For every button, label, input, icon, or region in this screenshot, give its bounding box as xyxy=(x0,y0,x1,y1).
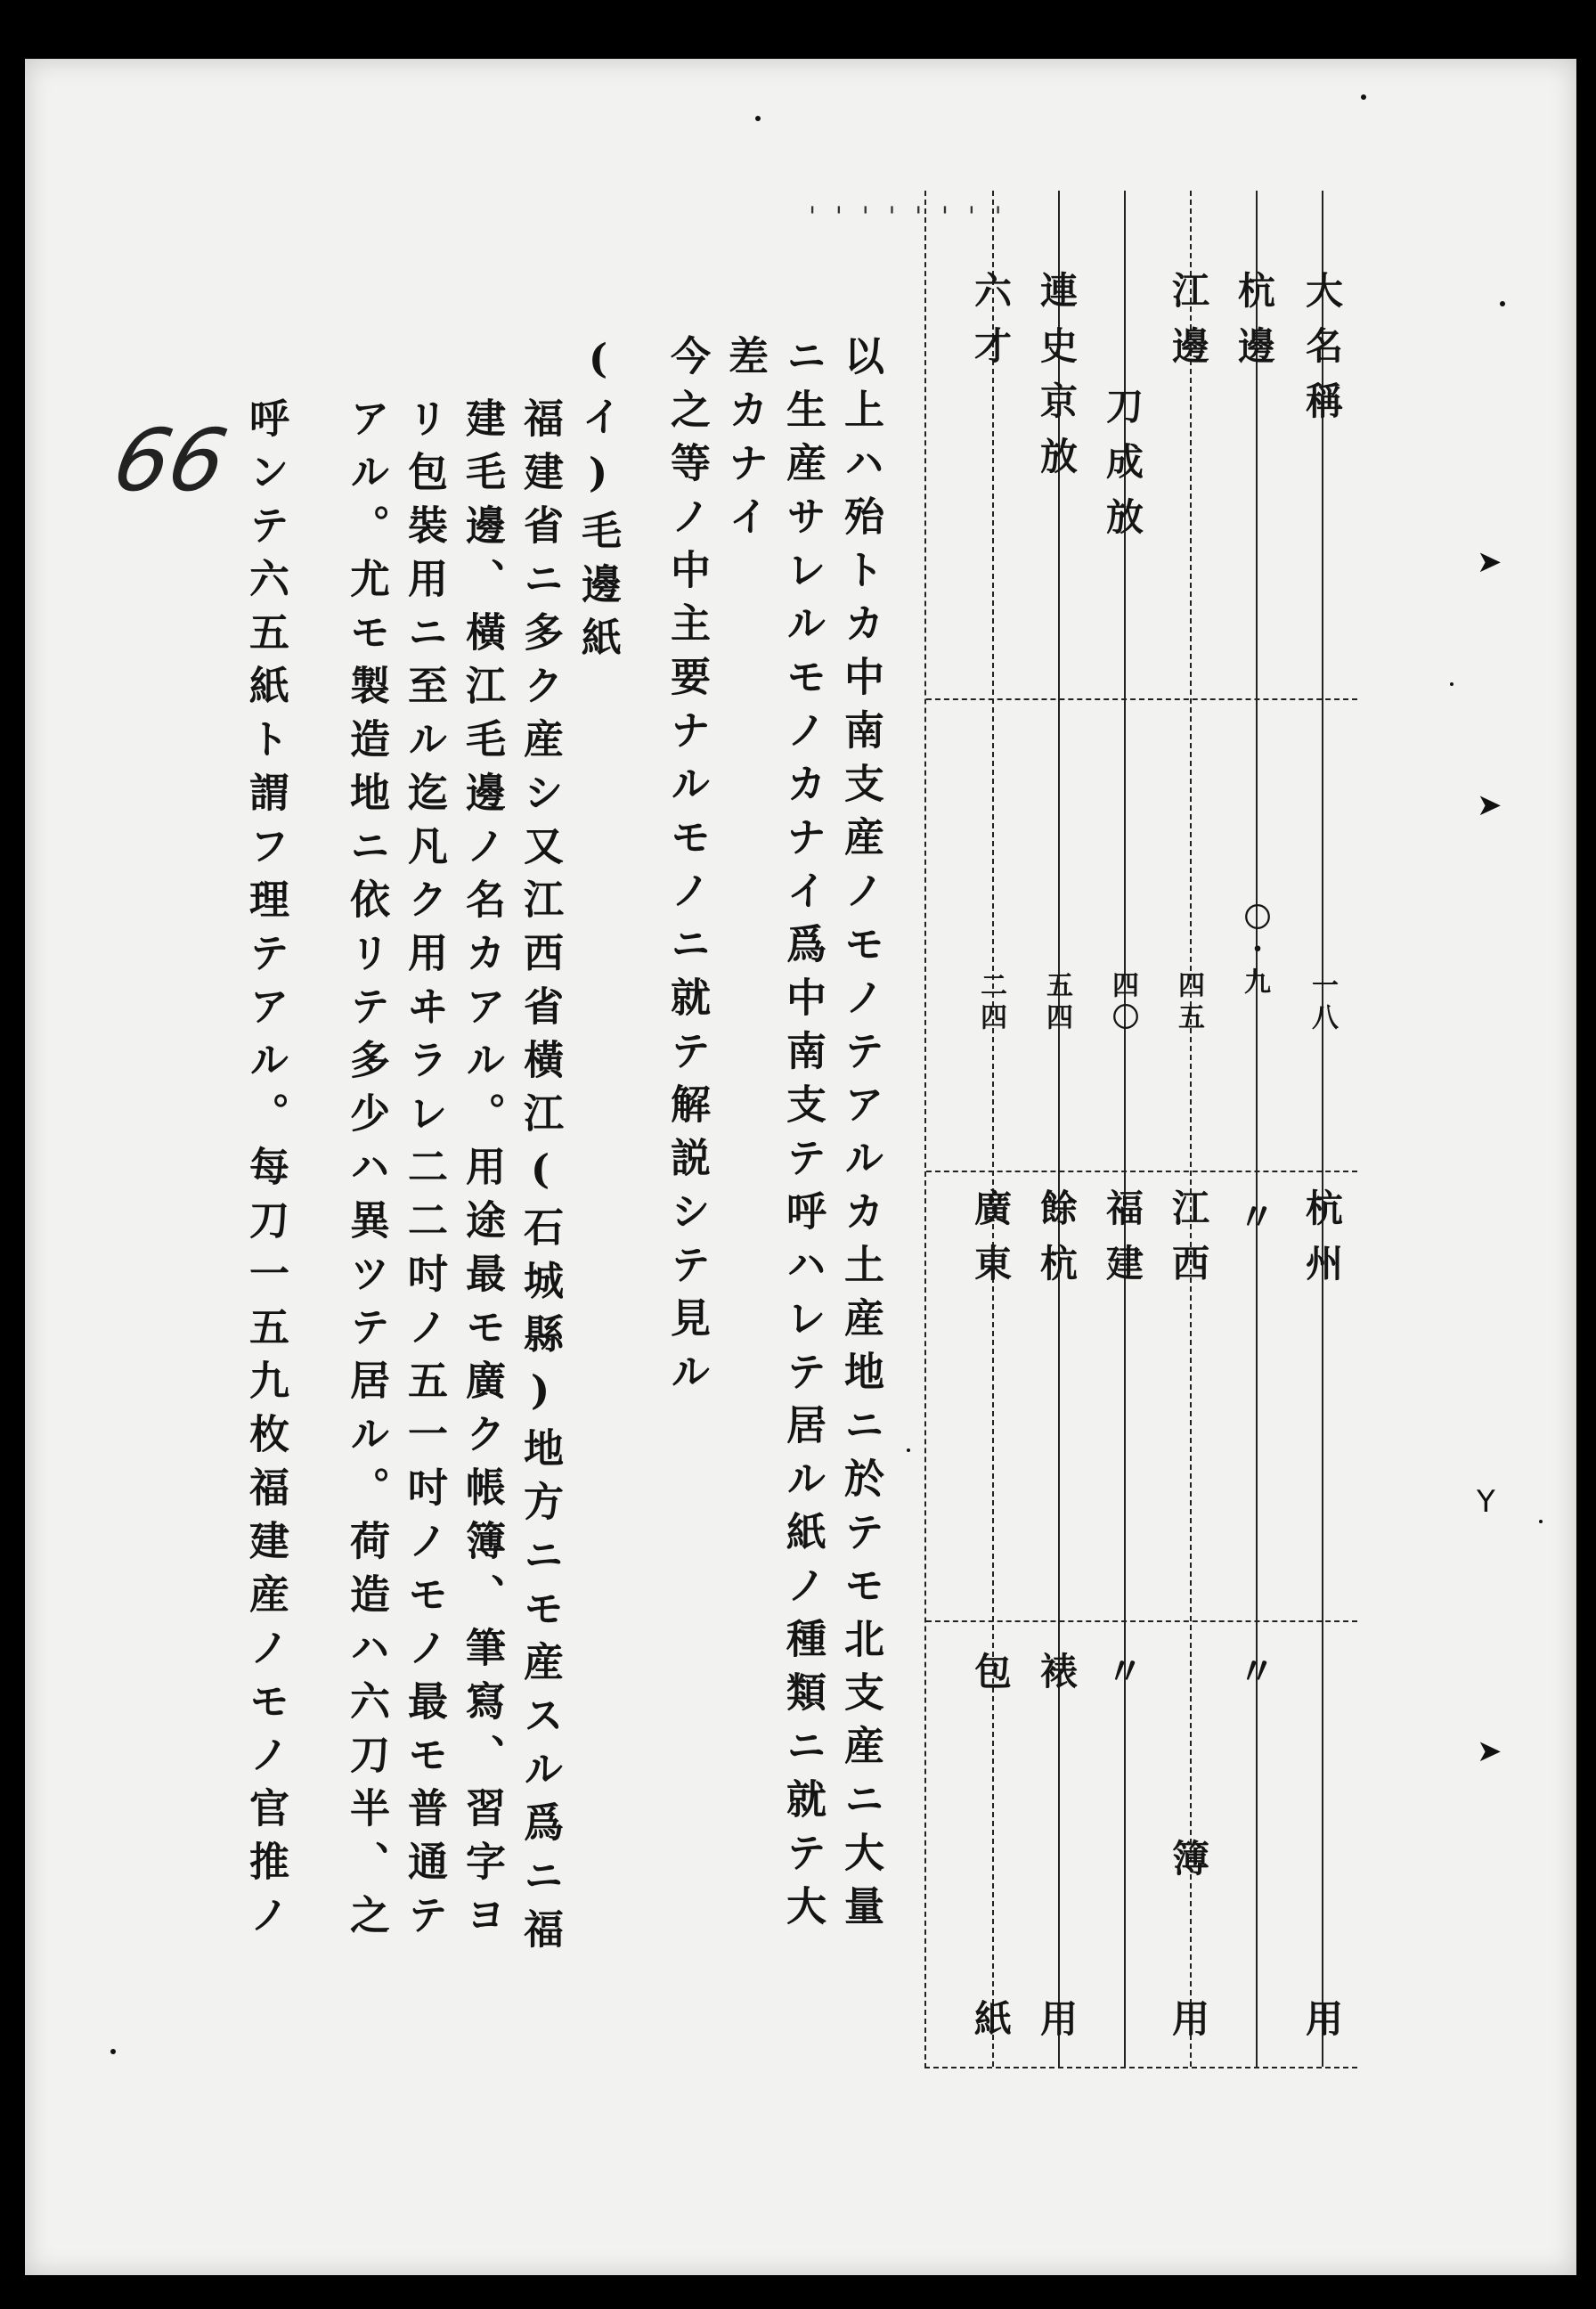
table-column-line xyxy=(1256,191,1323,2067)
table-cell-figure: 四〇 xyxy=(1107,971,1138,1035)
table-cell-name: 刀成放 xyxy=(1101,387,1144,552)
faint-top-marks: ' ' ' ' ' ' ' ' xyxy=(809,201,1007,233)
table-cell-figure: 一八 xyxy=(1307,971,1338,1035)
table-cell-origin: 江西 xyxy=(1167,1188,1210,1299)
document-page xyxy=(25,59,1576,2275)
body-column: 呼ンテ六五紙ト謂フ理テアル。每刀一五九枚福建産ノモノ官推ノ xyxy=(242,397,289,1947)
margin-mark: ➤ xyxy=(1477,787,1502,823)
paper-table xyxy=(924,191,1357,2068)
margin-mark: ➤ xyxy=(1477,544,1502,580)
table-cell-name: 江邊 xyxy=(1167,271,1210,381)
table-cell-use: 〃 xyxy=(1101,1652,1144,1707)
body-column-heading: (イ)毛邊紙 xyxy=(574,335,622,670)
table-cell-name: 連史京放 xyxy=(1035,271,1079,492)
table-column-line xyxy=(1190,191,1258,2067)
margin-mark: Y xyxy=(1477,1484,1495,1520)
table-cell-origin: 福建 xyxy=(1101,1188,1144,1299)
table-cell-use-extra: 用 xyxy=(1167,1999,1210,2054)
table-divider xyxy=(926,1171,1357,1172)
table-cell-figure: 五四 xyxy=(1041,971,1072,1035)
table-cell-figure: 四五 xyxy=(1173,971,1204,1035)
body-column: 建毛邊、橫江毛邊ノ名カアル。用途最モ廣ク帳簿、筆寫、習字ヨ xyxy=(459,397,506,1947)
body-column: 今之等ノ中主要ナルモノニ就テ解説シテ見ル xyxy=(664,335,711,1404)
table-cell-origin: 餘杭 xyxy=(1035,1188,1079,1299)
table-cell-use: 裱 xyxy=(1035,1652,1079,1707)
handwritten-page-number: 66 xyxy=(105,411,236,510)
table-cell-name: 六才 xyxy=(969,271,1013,381)
table-cell-use-extra: 用 xyxy=(1035,1999,1079,2054)
table-divider xyxy=(926,1620,1357,1622)
body-column: リ包裝用ニ至ル迄凡ク用ヰラレ二二吋ノ五一吋ノモノ最モ普通テ xyxy=(401,397,448,1947)
table-divider xyxy=(926,698,1357,700)
table-cell-use: 〃 xyxy=(1233,1652,1276,1707)
table-cell-origin: 廣東 xyxy=(969,1188,1013,1299)
body-column: 福建省ニ多ク産シ又江西省橫江(石城縣)地方ニモ産スル爲ニ福 xyxy=(517,397,564,1962)
body-column: 以上ハ殆トカ中南支産ノモノテアルカ土産地ニ於テモ北支産ニ大量 xyxy=(837,335,884,1938)
table-cell-figure: 二四 xyxy=(975,971,1006,1035)
table-cell-name: 杭邊 xyxy=(1233,271,1276,381)
table-cell-name: 大名稱 xyxy=(1300,271,1344,437)
table-column-line xyxy=(926,191,994,2067)
table-cell-figure: 〇・九 xyxy=(1239,903,1270,999)
table-cell-use: 簿 xyxy=(1167,1839,1210,1894)
body-column: 差カナイ xyxy=(721,335,769,549)
body-column: ニ生産サレルモノカナイ爲中南支テ呼ハレテ居ル紙ノ種類ニ就テ大 xyxy=(779,335,826,1938)
table-cell-origin: 〃 xyxy=(1233,1197,1276,1252)
table-cell-use: 包 xyxy=(969,1652,1013,1707)
table-cell-use: 用 xyxy=(1300,1999,1344,2054)
table-cell-origin: 杭州 xyxy=(1300,1188,1344,1299)
margin-mark: ➤ xyxy=(1477,1734,1502,1769)
body-column: アル。尤モ製造地ニ依リテ多少ハ異ツテ居ル。荷造ハ六刀半、之 xyxy=(343,397,390,1947)
table-cell-use-extra: 紙 xyxy=(969,1999,1013,2054)
